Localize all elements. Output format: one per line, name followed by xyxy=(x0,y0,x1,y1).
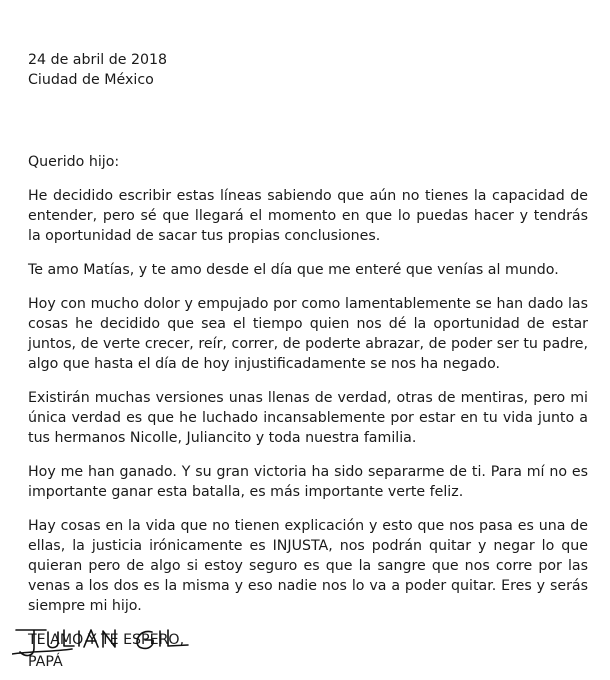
letter-paragraph-6: Hay cosas en la vida que no tienen explicación y esto que nos pasa es una de ellas, la justicia irónicamente es INJUSTA, nos podrán quitar y negar lo que quieran pero de algo si estoy seguro es que la sangre que nos corre por las venas a los dos es la misma y eso nadie nos lo va a poder quitar. Eres y serás siempre mi hijo. xyxy=(28,518,588,614)
letter-paragraph-2: Te amo Matías, y te amo desde el día que me enteré que venías al mundo. xyxy=(28,262,559,278)
letter-paragraph-3: Hoy con mucho dolor y empujado por como lamentablemente se han dado las cosas he decidido que sea el tiempo quien nos dé la oportunidad de estar juntos, de verte crecer, reír, correr, de poderte abrazar, de poder ser tu padre, algo que hasta el día de hoy injustificadamente se nos ha negado. xyxy=(28,296,588,372)
cut-off-text xyxy=(28,674,88,680)
letter-paragraph-1: He decidido escribir estas líneas sabiendo que aún no tienes la capacidad de entender, pero sé que llegará el momento en que lo puedas hacer y tendrás la oportunidad de sacar tus propias conclusiones. xyxy=(28,188,588,244)
letter-greeting: Querido hijo: xyxy=(28,154,120,170)
letter-header xyxy=(28,50,588,90)
letter-body xyxy=(28,50,588,664)
letter-closing: TE AMO Y TE ESPERO, xyxy=(28,632,185,648)
letter-paragraph-4: Existirán muchas versiones unas llenas de verdad, otras de mentiras, pero mi única verdad es que he luchado incansablemente por estar en tu vida junto a tus hermanos Nicolle, Juliancito y toda nuestra familia. xyxy=(28,390,588,446)
letter-place: Ciudad de México xyxy=(28,72,154,88)
letter-paragraph-5: Hoy me han ganado. Y su gran victoria ha sido separarme de ti. Para mí no es importante ganar esta batalla, es más importante verte feliz. xyxy=(28,464,588,500)
signer-role: PAPÁ xyxy=(28,654,63,670)
letter-date: 24 de abril de 2018 xyxy=(28,52,168,68)
